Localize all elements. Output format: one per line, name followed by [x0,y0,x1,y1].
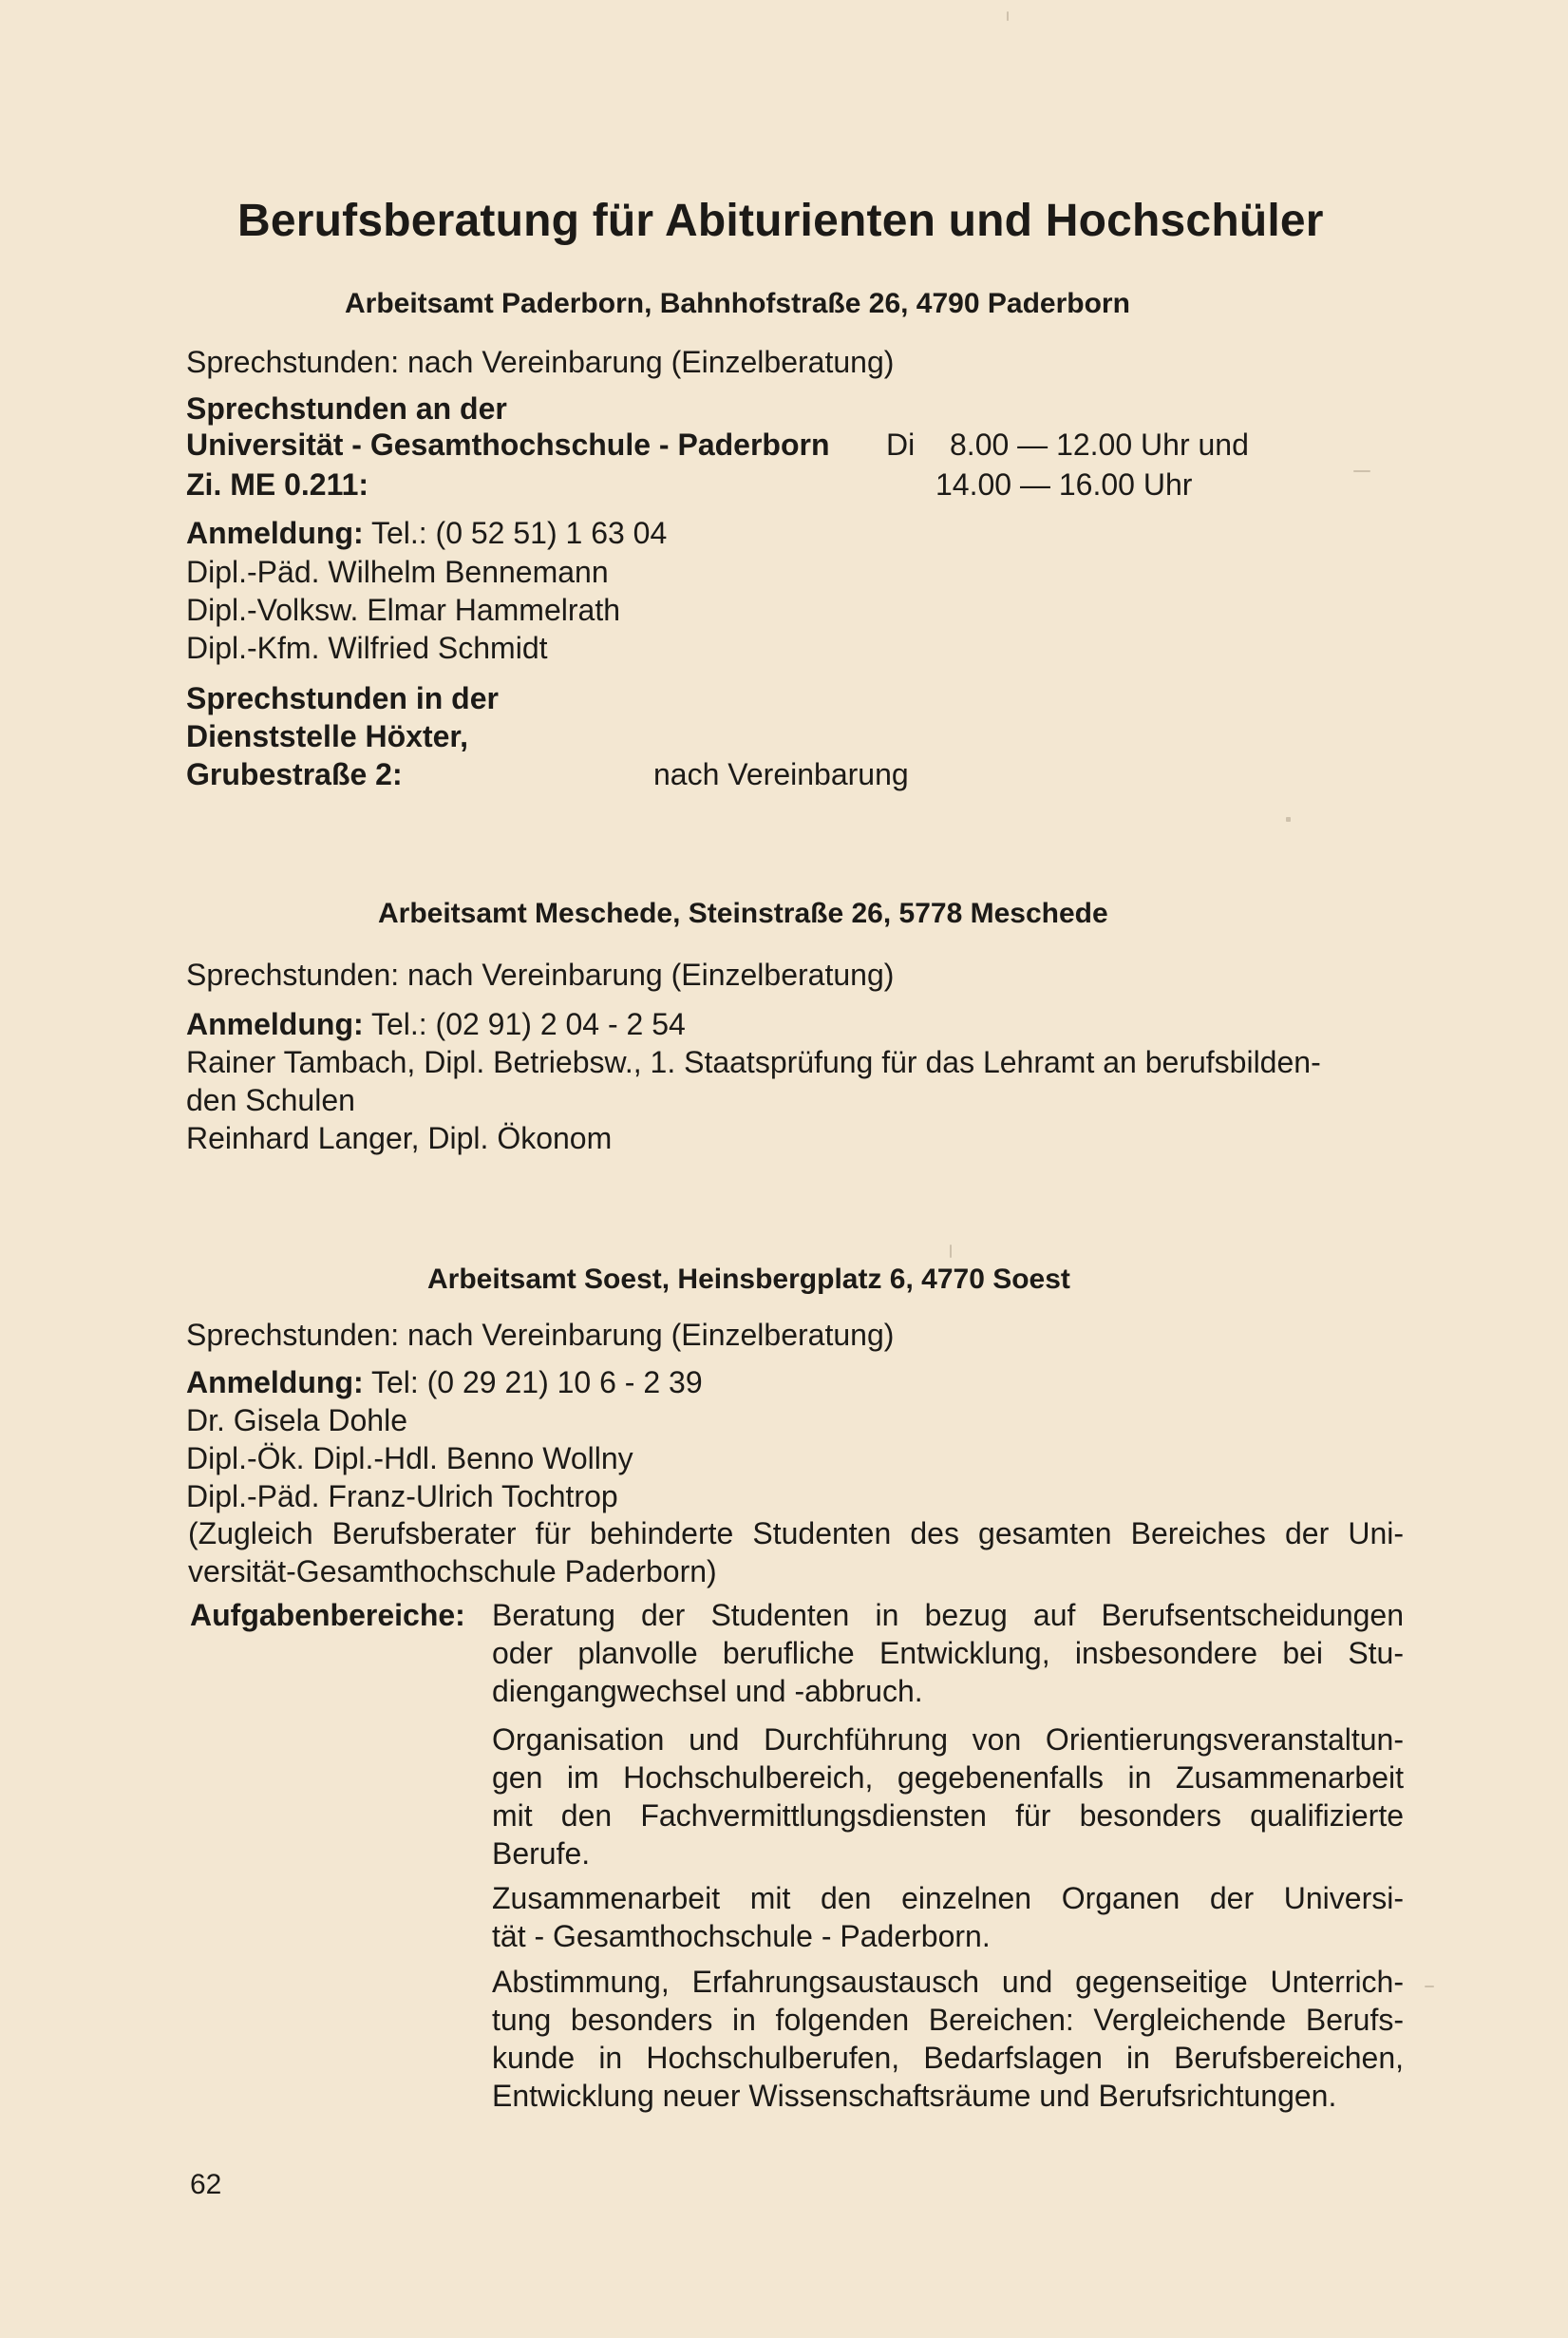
paper-speck [1425,1986,1434,1987]
office-heading-soest: Arbeitsamt Soest, Heinsbergplatz 6, 4770 Soest [427,1264,1070,1295]
anmeldung-value: Tel: (0 29 21) 10 6 - 2 39 [370,1365,703,1399]
paderborn-uni-label-3: Zi. ME 0.211: [186,467,369,502]
aufgaben-line: diengangwechsel und -abbruch. [492,1674,923,1708]
paderborn-uni-label-2: Universität - Gesamthochschule - Paderborn [186,428,830,462]
staff-member: Dipl.-Päd. Franz-Ulrich Tochtrop [186,1479,618,1513]
paderborn-time-2: 14.00 — 16.00 Uhr [935,467,1193,502]
meschede-anmeldung [186,1005,686,1043]
note-line: (Zugleich Berufsberater für behinderte Studenten des gesamten Bereiches der Uni- [188,1516,1404,1550]
anmeldung-label: Anmeldung: [186,1365,364,1399]
staff-member: Dr. Gisela Dohle [186,1403,407,1437]
aufgaben-paragraph-3 [492,1879,1404,1955]
aufgaben-line: Organisation und Durchführung von Orientierungsveranstaltun- [492,1722,1404,1757]
staff-member: Dipl.-Ök. Dipl.-Hdl. Benno Wollny [186,1441,633,1475]
page-title: Berufsberatung für Abiturienten und Hochschüler [237,196,1324,246]
anmeldung-value: Tel.: (0 52 51) 1 63 04 [370,516,668,550]
staff-member: Dipl.-Kfm. Wilfried Schmidt [186,631,548,665]
note-line: versität-Gesamthochschule Paderborn) [188,1554,717,1588]
soest-note [188,1514,1404,1590]
aufgaben-line: gen im Hochschulbereich, gegebenenfalls in Zusammenarbeit [492,1760,1404,1795]
aufgaben-line: Entwicklung neuer Wissenschaftsräume und Berufsrichtungen. [492,2079,1337,2113]
anmeldung-label: Anmeldung: [186,516,364,550]
aufgaben-line: oder planvolle berufliche Entwicklung, insbesondere bei Stu- [492,1636,1404,1670]
paper-speck [1353,470,1370,472]
paper-speck [1007,11,1009,21]
paderborn-uni-label-1: Sprechstunden an der [186,391,507,426]
paderborn-sprechstunden: Sprechstunden: nach Vereinbarung (Einzelberatung) [186,345,895,379]
office-heading-meschede: Arbeitsamt Meschede, Steinstraße 26, 5778 Meschede [378,898,1108,929]
aufgaben-paragraph-2 [492,1720,1404,1872]
aufgaben-line: Berufe. [492,1836,591,1871]
office-heading-paderborn: Arbeitsamt Paderborn, Bahnhofstraße 26, 4790 Paderborn [345,288,1130,319]
paper-speck [1286,817,1291,822]
aufgaben-line: Zusammenarbeit mit den einzelnen Organen der Universi- [492,1881,1404,1915]
aufgaben-paragraph-1 [492,1596,1404,1710]
aufgaben-label: Aufgabenbereiche: [190,1598,465,1632]
soest-anmeldung [186,1363,703,1401]
paderborn-time-1: 8.00 — 12.00 Uhr und [950,428,1249,462]
anmeldung-value: Tel.: (02 91) 2 04 - 2 54 [370,1007,686,1041]
aufgaben-line: Abstimmung, Erfahrungsaustausch und gegenseitige Unterrich- [492,1965,1404,1999]
aufgaben-line: tät - Gesamthochschule - Paderborn. [492,1919,991,1953]
hoexter-label-1: Sprechstunden in der [186,681,499,715]
aufgaben-line: mit den Fachvermittlungsdiensten für besonders qualifizierte [492,1798,1404,1833]
paderborn-anmeldung [186,514,667,552]
staff-member: den Schulen [186,1083,355,1117]
aufgaben-line: tung besonders in folgenden Bereichen: Vergleichende Berufs- [492,2003,1404,2037]
soest-sprechstunden: Sprechstunden: nach Vereinbarung (Einzelberatung) [186,1318,895,1352]
paderborn-day: Di [886,428,916,462]
staff-member: Dipl.-Päd. Wilhelm Bennemann [186,555,609,589]
anmeldung-label: Anmeldung: [186,1007,364,1041]
meschede-sprechstunden: Sprechstunden: nach Vereinbarung (Einzelberatung) [186,958,895,992]
aufgaben-line: Beratung der Studenten in bezug auf Berufsentscheidungen [492,1598,1404,1632]
staff-member: Rainer Tambach, Dipl. Betriebsw., 1. Staatsprüfung für das Lehramt an berufsbilden- [186,1045,1321,1079]
paper-speck [950,1245,952,1258]
aufgaben-line: kunde in Hochschulberufen, Bedarfslagen in Berufsbereichen, [492,2041,1404,2075]
staff-member: Reinhard Langer, Dipl. Ökonom [186,1121,613,1155]
aufgaben-paragraph-4 [492,1963,1404,2115]
page-number: 62 [190,2169,222,2200]
hoexter-label-2: Dienststelle Höxter, [186,719,468,753]
staff-member: Dipl.-Volksw. Elmar Hammelrath [186,593,620,627]
hoexter-label-3: Grubestraße 2: [186,757,403,791]
hoexter-value: nach Vereinbarung [653,757,909,791]
